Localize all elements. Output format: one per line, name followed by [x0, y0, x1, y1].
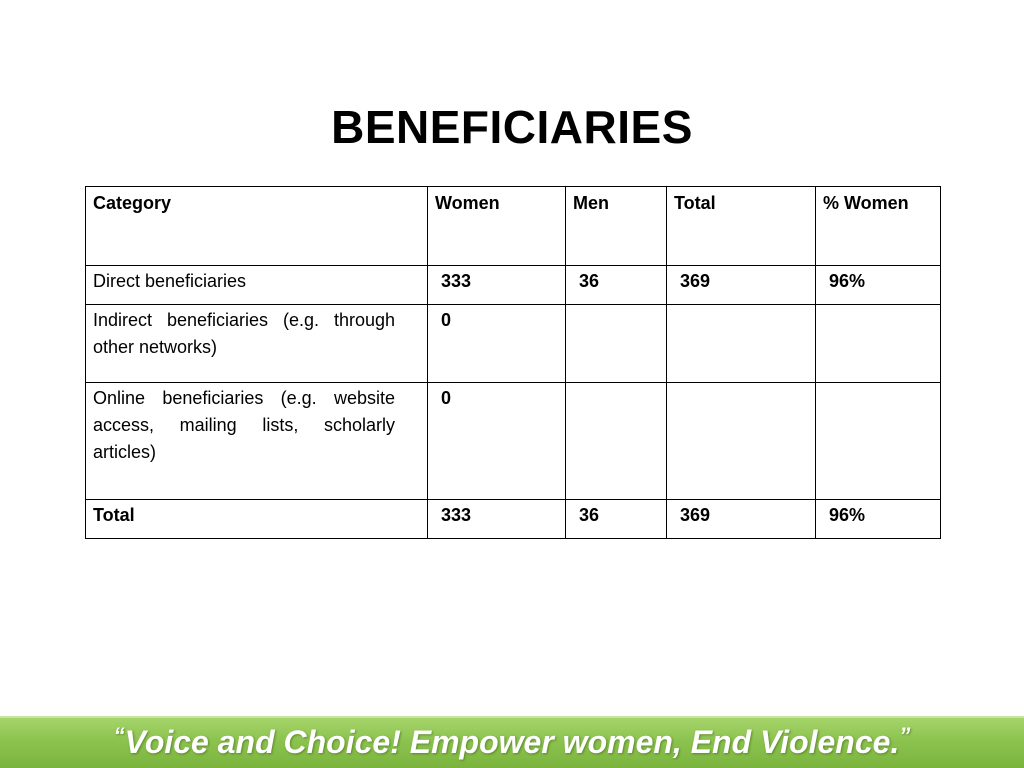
close-quote: ” — [899, 723, 911, 748]
cell-pct-women — [816, 383, 941, 500]
header-men: Men — [566, 187, 667, 266]
cell-men: 36 — [566, 266, 667, 305]
footer-slogan — [0, 723, 1024, 761]
table-row-total — [86, 500, 941, 539]
table-row — [86, 266, 941, 305]
cell-women: 333 — [428, 266, 566, 305]
table-row — [86, 305, 941, 383]
header-category: Category — [86, 187, 428, 266]
header-pct-women: % Women — [816, 187, 941, 266]
cell-women: 0 — [428, 383, 566, 500]
cell-women: 333 — [428, 500, 566, 539]
cell-category: Direct beneficiaries — [86, 266, 428, 305]
slogan-text: Voice and Choice! Empower women, End Violence. — [124, 724, 900, 760]
table-row — [86, 383, 941, 500]
cell-pct-women: 96% — [816, 500, 941, 539]
slide-title: BENEFICIARIES — [331, 101, 693, 153]
beneficiaries-table — [85, 186, 941, 539]
header-women: Women — [428, 187, 566, 266]
open-quote: “ — [113, 723, 125, 748]
cell-total: 369 — [667, 266, 816, 305]
footer-banner — [0, 716, 1024, 768]
cell-total — [667, 383, 816, 500]
cell-men: 36 — [566, 500, 667, 539]
cell-category: Indirect beneficiaries (e.g. through other networks) — [86, 305, 428, 383]
cell-pct-women: 96% — [816, 266, 941, 305]
cell-men — [566, 383, 667, 500]
cell-total — [667, 305, 816, 383]
table-header-row — [86, 187, 941, 266]
cell-category: Online beneficiaries (e.g. website access, mailing lists, scholarly articles) — [86, 383, 428, 500]
cell-pct-women — [816, 305, 941, 383]
header-total: Total — [667, 187, 816, 266]
cell-total: 369 — [667, 500, 816, 539]
cell-women: 0 — [428, 305, 566, 383]
cell-men — [566, 305, 667, 383]
cell-category: Total — [86, 500, 428, 539]
